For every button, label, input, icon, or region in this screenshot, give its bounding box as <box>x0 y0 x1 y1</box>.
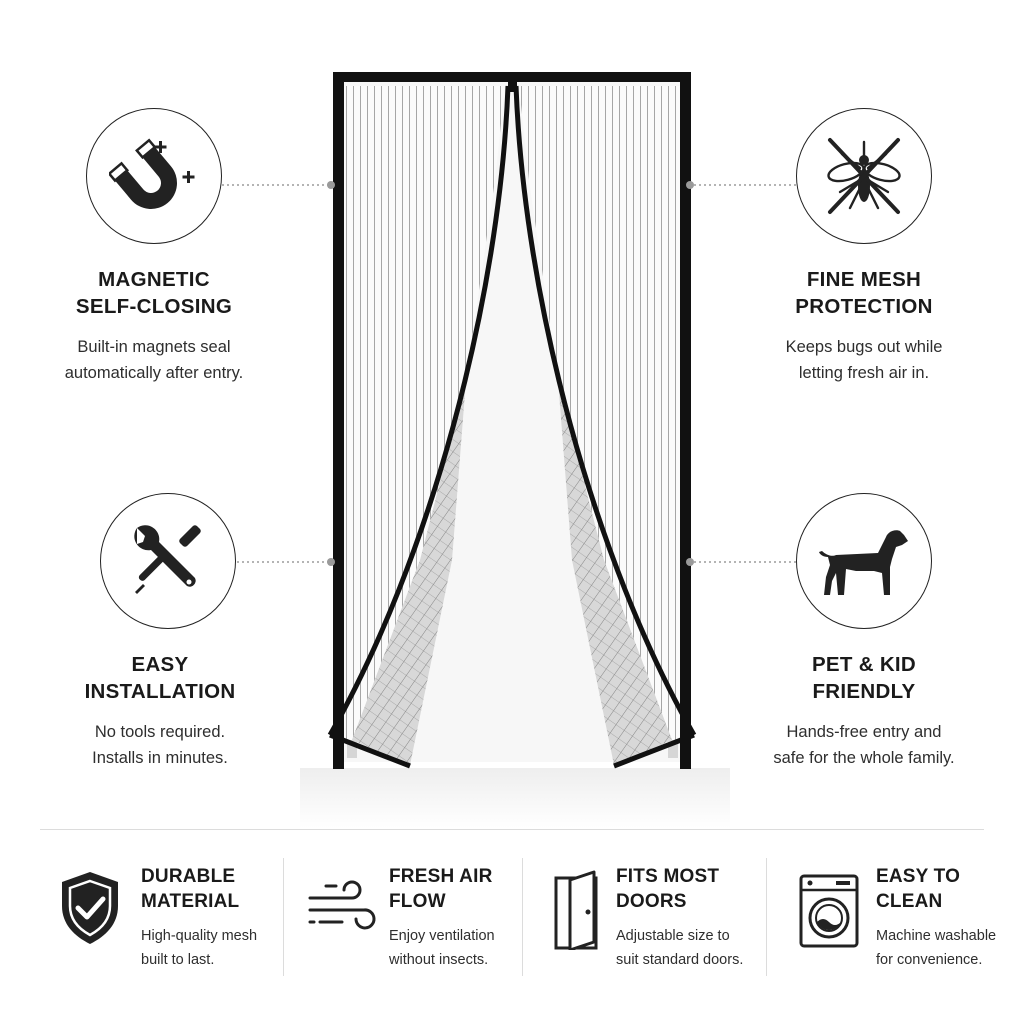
benefit-air <box>306 858 516 978</box>
benefits-divider <box>40 829 984 830</box>
benefit-durable <box>56 858 276 978</box>
feature-installation <box>20 493 280 771</box>
feature-title: MAGNETIC SELF-CLOSING <box>75 268 233 318</box>
wind-icon <box>306 866 382 950</box>
benefit-title: EASY TO CLEAN <box>876 866 961 912</box>
benefit-title: DURABLE MATERIAL <box>141 866 240 912</box>
wrench-screwdriver-icon <box>123 516 213 606</box>
feature-description: Hands-free entry and safe for the whole family. <box>773 723 955 767</box>
washing-machine-icon <box>798 866 874 950</box>
benefit-description: Machine washable for convenience. <box>876 928 997 968</box>
benefit-title: FITS MOST DOORS <box>616 866 720 912</box>
benefit-doors <box>550 858 760 978</box>
shield-check-icon <box>56 866 132 950</box>
benefit-separator <box>522 858 523 976</box>
no-mosquito-icon <box>816 128 912 224</box>
door-icon <box>550 866 626 950</box>
magnet-icon <box>109 131 199 221</box>
feature-title: PET & KID FRIENDLY <box>811 653 917 703</box>
feature-description: Built-in magnets seal automatically after entry. <box>64 338 244 382</box>
benefit-description: Adjustable size to suit standard doors. <box>616 928 744 968</box>
benefit-clean <box>798 858 1008 978</box>
feature-icon-circle <box>796 493 932 629</box>
benefit-title: FRESH AIR FLOW <box>389 866 493 912</box>
feature-description: Keeps bugs out while letting fresh air in. <box>785 338 943 382</box>
feature-pet <box>734 493 994 771</box>
benefit-separator <box>283 858 284 976</box>
feature-icon-circle <box>796 108 932 244</box>
feature-title: EASY INSTALLATION <box>84 653 236 703</box>
dog-icon <box>816 521 912 601</box>
benefit-description: Enjoy ventilation without insects. <box>389 928 495 968</box>
feature-title: FINE MESH PROTECTION <box>795 268 933 318</box>
feature-icon-circle <box>100 493 236 629</box>
feature-magnetic <box>24 108 284 386</box>
feature-icon-circle <box>86 108 222 244</box>
feature-description: No tools required. Installs in minutes. <box>92 723 228 767</box>
benefit-separator <box>766 858 767 976</box>
floor-shadow <box>300 768 730 828</box>
benefit-description: High-quality mesh built to last. <box>141 928 258 968</box>
feature-mesh <box>734 108 994 386</box>
